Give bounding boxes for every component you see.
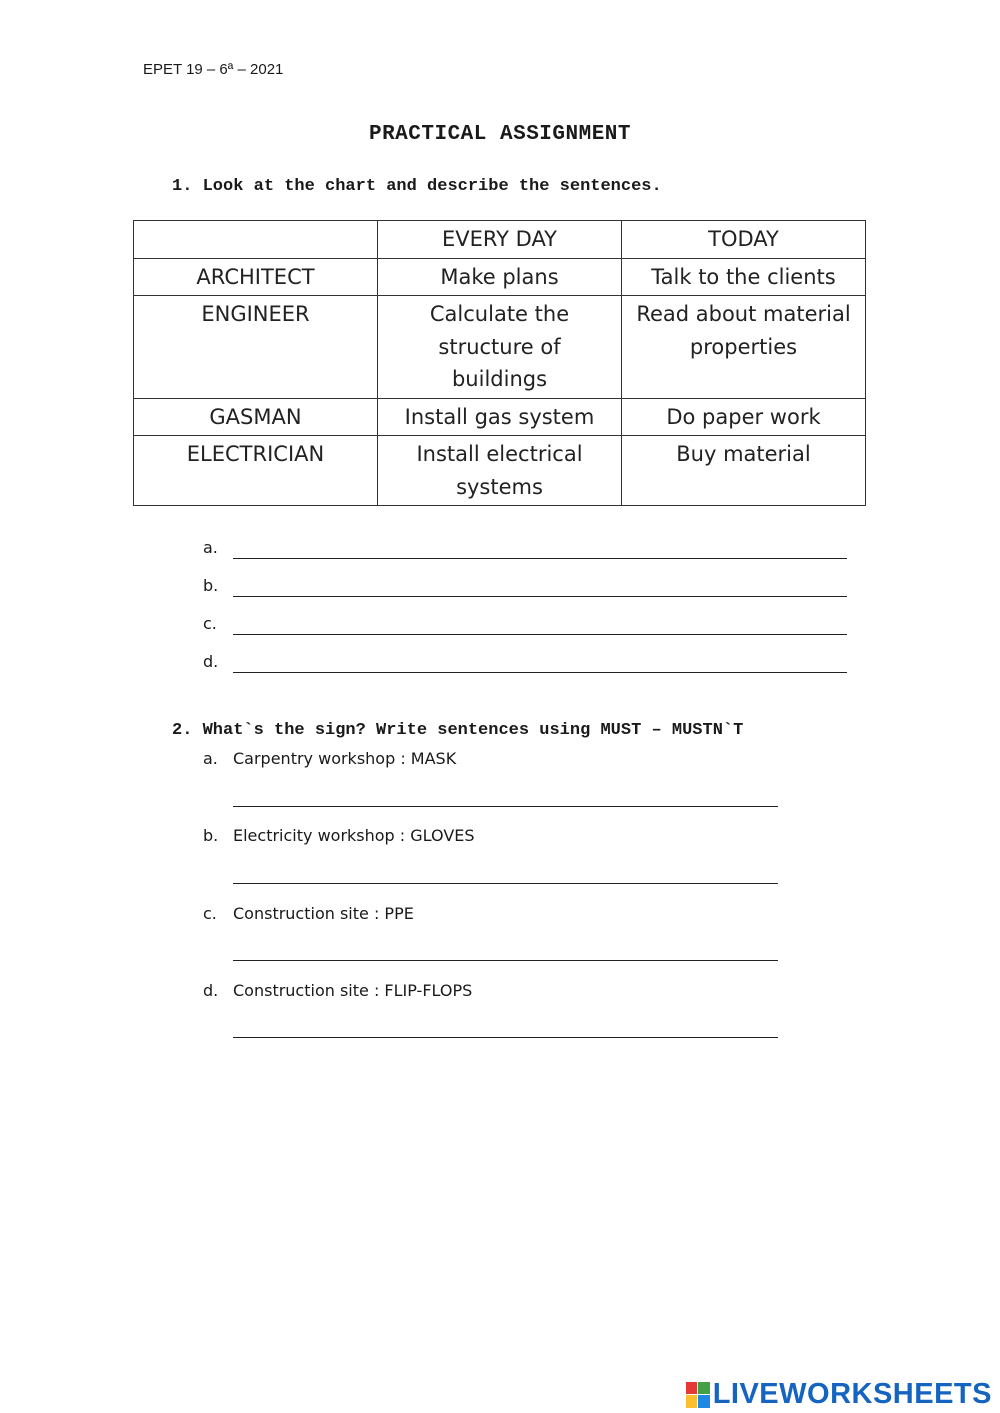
logo-mark-icon [686, 1382, 710, 1408]
answer-input-line[interactable] [233, 883, 778, 884]
answer-letter: d. [203, 652, 219, 671]
table-header-cell: EVERY DAY [378, 221, 622, 259]
page-title: PRACTICAL ASSIGNMENT [368, 123, 632, 146]
table-header-cell: TODAY [622, 221, 866, 259]
table-header-row [134, 221, 866, 259]
item-text: Electricity workshop : GLOVES [233, 826, 475, 845]
answer-input-line[interactable] [233, 806, 778, 807]
document-header: EPET 19 – 6ª – 2021 [143, 61, 284, 78]
table-cell: Buy material [622, 436, 866, 506]
table-cell: Install gas system [378, 398, 622, 436]
question-1-prompt: 1. Look at the chart and describe the sentences. [172, 177, 662, 196]
table-row [134, 398, 866, 436]
table-cell: Install electrical systems [378, 436, 622, 506]
sign-item [203, 904, 414, 923]
item-letter: d. [203, 981, 219, 1000]
table-cell: Talk to the clients [622, 258, 866, 296]
answer-letter: a. [203, 538, 218, 557]
answer-input-line[interactable] [233, 558, 847, 559]
answer-input-line[interactable] [233, 960, 778, 961]
answer-letter: c. [203, 614, 217, 633]
table-header-cell [134, 221, 378, 259]
item-text: Carpentry workshop : MASK [233, 749, 457, 768]
answer-input-line[interactable] [233, 672, 847, 673]
question-2-prompt: 2. What`s the sign? Write sentences using MUST – MUSTN`T [172, 721, 744, 740]
table-cell: ARCHITECT [134, 258, 378, 296]
table-cell: Do paper work [622, 398, 866, 436]
answer-input-line[interactable] [233, 634, 847, 635]
item-letter: c. [203, 904, 217, 923]
item-letter: b. [203, 826, 219, 845]
sign-item [203, 826, 475, 845]
logo-text: LIVEWORKSHEETS [712, 1378, 992, 1410]
answer-line [203, 614, 853, 640]
answer-input-line[interactable] [233, 1037, 778, 1038]
answer-letter: b. [203, 576, 219, 595]
table-cell: Make plans [378, 258, 622, 296]
table-cell: GASMAN [134, 398, 378, 436]
table-cell: Calculate the structure of buildings [378, 296, 622, 399]
answer-line [203, 576, 853, 602]
answer-line [203, 538, 853, 564]
sign-item [203, 749, 456, 768]
table-cell: Read about material properties [622, 296, 866, 399]
answer-input-line[interactable] [233, 596, 847, 597]
table-row [134, 436, 866, 506]
item-text: Construction site : PPE [233, 904, 414, 923]
liveworksheets-logo[interactable] [686, 1378, 992, 1411]
answer-line [203, 652, 853, 678]
professions-chart [133, 220, 866, 506]
table-cell: ENGINEER [134, 296, 378, 399]
item-text: Construction site : FLIP-FLOPS [233, 981, 473, 1000]
item-letter: a. [203, 749, 218, 768]
table-cell: ELECTRICIAN [134, 436, 378, 506]
sign-item [203, 981, 472, 1000]
table-row [134, 296, 866, 399]
table-row [134, 258, 866, 296]
